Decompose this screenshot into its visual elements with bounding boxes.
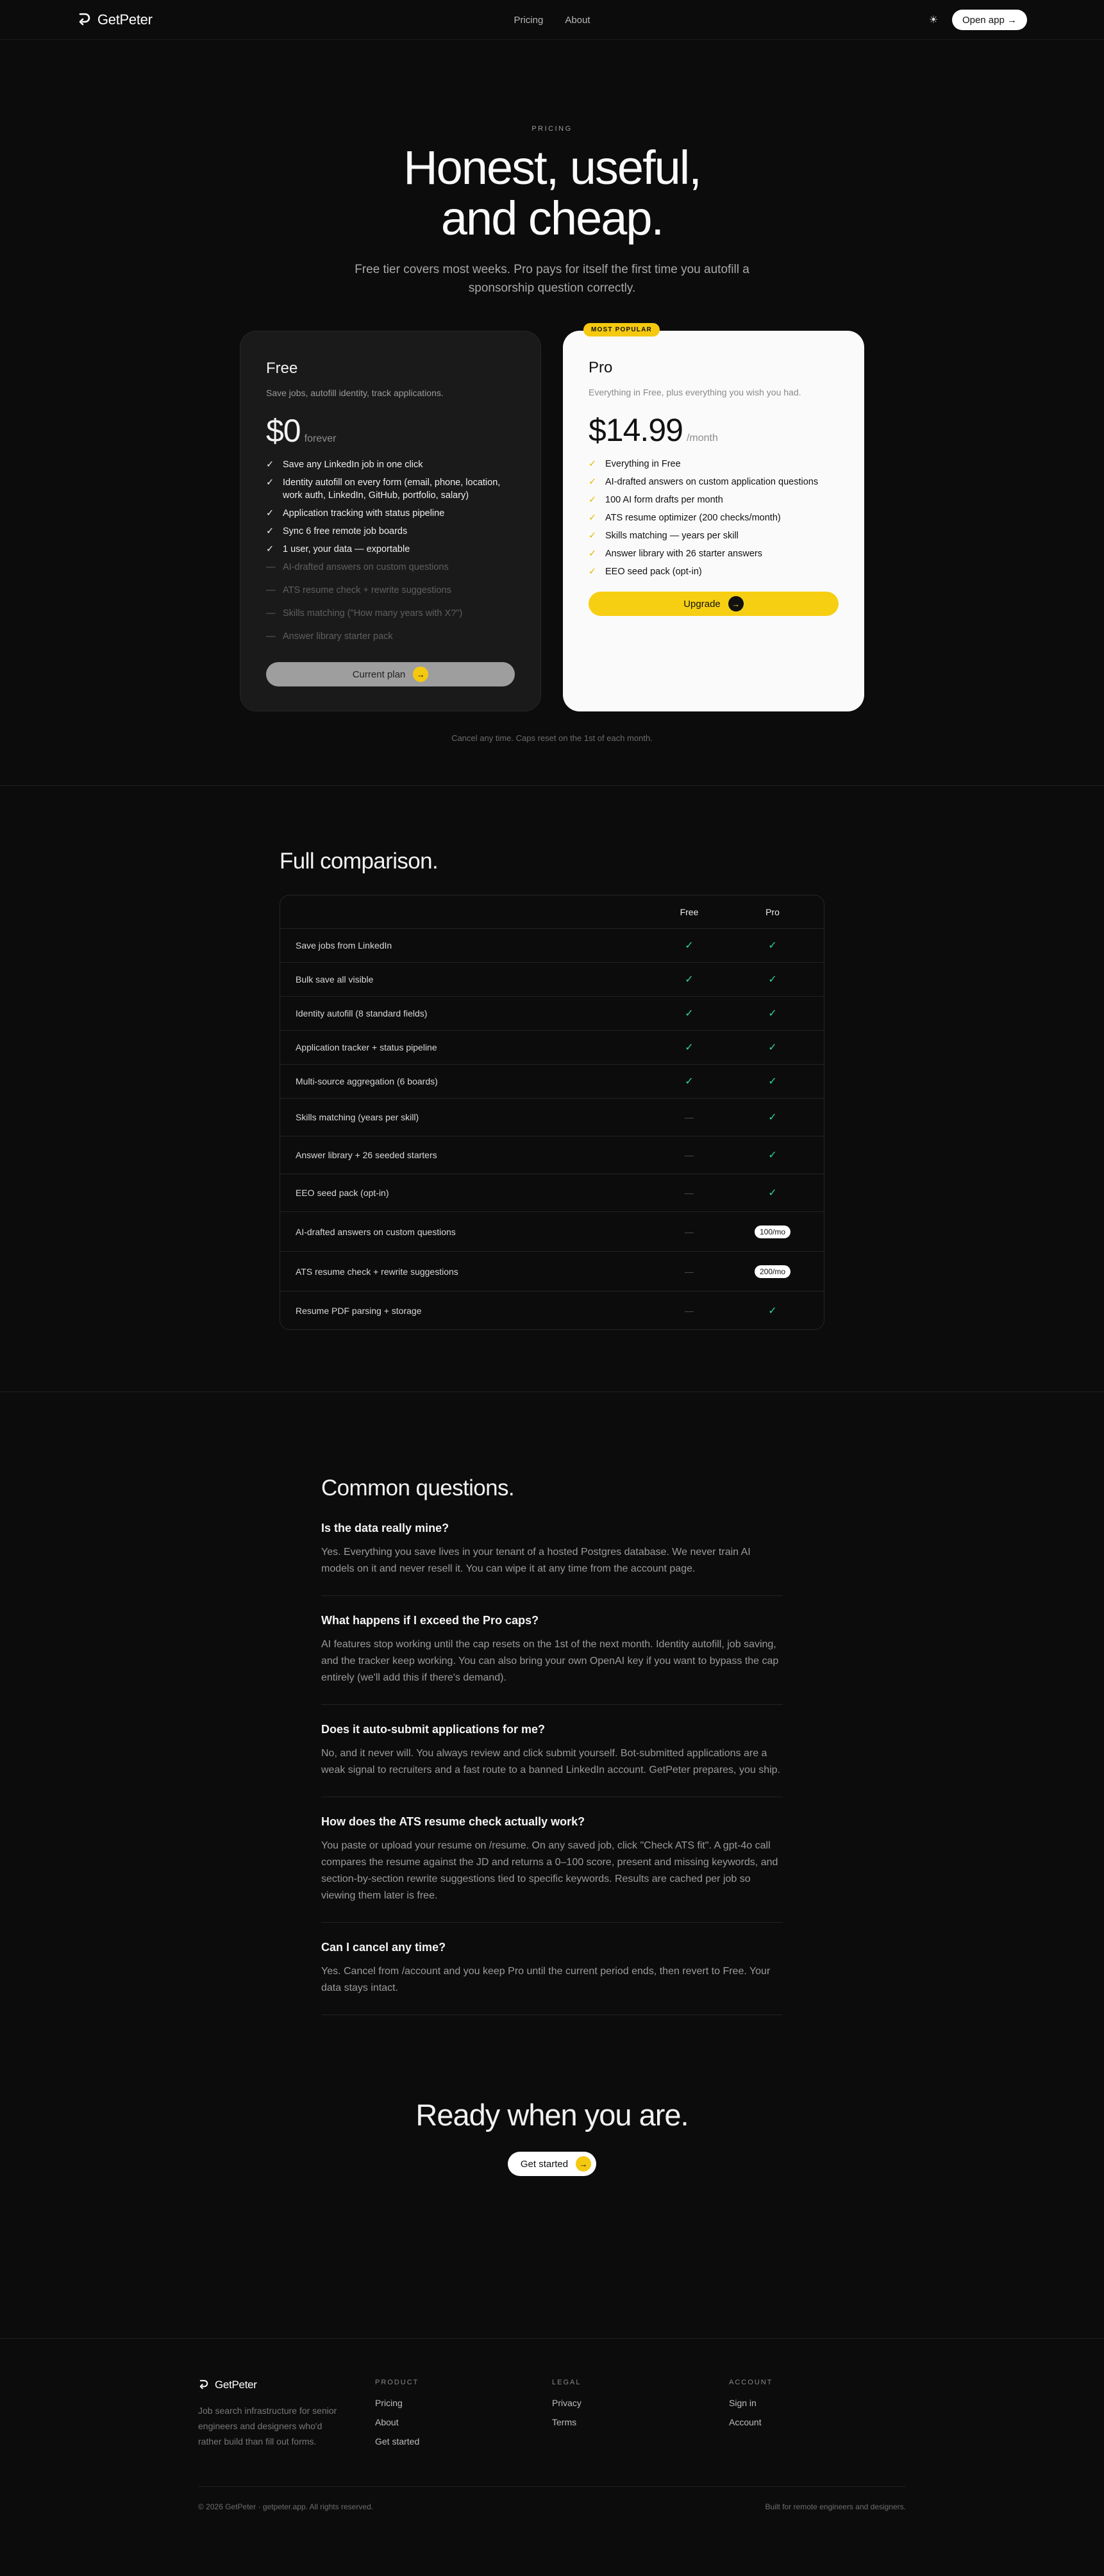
check-icon: ✓ — [685, 974, 694, 985]
check-icon: ✓ — [768, 940, 777, 951]
page-title — [0, 142, 1104, 244]
check-icon: ✓ — [768, 1042, 777, 1053]
button-label: Current plan — [352, 669, 406, 680]
feature-text: Everything in Free — [605, 459, 681, 469]
check-icon: ✓ — [266, 526, 274, 536]
table-row — [280, 1174, 824, 1212]
check-icon: ✓ — [685, 1008, 694, 1019]
check-icon: ✓ — [768, 1150, 777, 1161]
table-row — [280, 997, 824, 1031]
plan-name: Free — [266, 360, 298, 377]
cell-free — [648, 1267, 731, 1277]
plan-card-free — [240, 331, 541, 711]
getpeter-logo-icon — [77, 12, 92, 28]
arrow-right-icon: → — [413, 667, 428, 682]
header-pro: Pro — [765, 906, 780, 917]
feature-text: ATS resume optimizer (200 checks/month) — [605, 513, 781, 523]
feature-name: Multi-source aggregation (6 boards) — [296, 1076, 438, 1086]
feature-text: Identity autofill on every form (email, phone, location, work auth, LinkedIn, GitHub, portfolio, salary) — [283, 478, 501, 501]
plan-subtitle: Everything in Free, plus everything you wish you had. — [589, 387, 801, 397]
faq-question: Can I cancel any time? — [321, 1941, 446, 1954]
check-icon: ✓ — [266, 478, 274, 488]
cell-free — [648, 1188, 731, 1198]
feature-item — [589, 458, 839, 470]
cell-free — [648, 1306, 731, 1316]
feature-text: AI-drafted answers on custom application questions — [605, 477, 819, 487]
faq-question: Does it auto-submit applications for me? — [321, 1723, 546, 1736]
feature-item — [266, 507, 515, 520]
hero-section — [0, 40, 1104, 297]
cell-pro — [731, 1111, 814, 1124]
footer-column-title: LEGAL — [552, 2379, 581, 2386]
limit-pill: 100/mo — [755, 1226, 790, 1238]
table-row — [280, 929, 824, 963]
faq-question: Is the data really mine? — [321, 1522, 449, 1534]
upgrade-button[interactable] — [589, 592, 839, 616]
faq-item — [321, 1596, 783, 1705]
get-started-button[interactable] — [508, 2152, 596, 2176]
feature-item — [589, 476, 839, 488]
footer-link-privacy[interactable]: Privacy — [552, 2398, 581, 2408]
price-row — [589, 411, 839, 449]
cell-pro — [731, 1075, 814, 1088]
feature-item — [266, 458, 515, 471]
faq-item — [321, 1923, 783, 2015]
dash-icon: — — [266, 585, 276, 595]
cell-free — [648, 1041, 731, 1054]
faq-question: How does the ATS resume check actually work? — [321, 1815, 585, 1828]
check-icon: ✓ — [589, 513, 597, 523]
plan-card-pro — [563, 326, 864, 711]
check-icon: ✓ — [768, 1112, 777, 1123]
feature-name: Skills matching (years per skill) — [296, 1112, 419, 1122]
pricing-eyebrow: PRICING — [531, 125, 573, 133]
feature-item — [266, 525, 515, 538]
nav-actions — [926, 10, 1027, 30]
feature-name: ATS resume check + rewrite suggestions — [296, 1266, 458, 1277]
cell-free — [648, 1075, 731, 1088]
comparison-section — [280, 786, 824, 1330]
feature-item — [266, 543, 515, 556]
footer-brand — [198, 2379, 375, 2449]
cell-pro — [731, 1186, 814, 1199]
hero-subtitle: Free tier covers most weeks. Pro pays for itself the first time you autofill a sponsorship question correctly. — [355, 263, 749, 295]
plan-price: $0 — [266, 413, 301, 449]
check-icon: ✓ — [589, 459, 597, 469]
open-app-button[interactable]: Open app → — [952, 10, 1027, 30]
footer-column-title: PRODUCT — [375, 2379, 419, 2386]
arrow-right-icon: → — [576, 2156, 591, 2172]
dash-icon: — — [266, 562, 276, 572]
feature-text: Skills matching ("How many years with X?") — [283, 608, 463, 619]
table-row — [280, 1252, 824, 1292]
getpeter-logo-icon — [198, 2379, 210, 2391]
sun-icon[interactable]: ☀ — [928, 15, 939, 26]
faq-answer: AI features stop working until the cap resets on the 1st of the next month. Identity autofill, job saving, and the tracker keep working. You can also bring your own OpenAI key if you want to bypass the cap entirely (we'll add this if there's demand). — [321, 1639, 779, 1683]
price-row — [266, 412, 515, 449]
check-icon: ✓ — [589, 567, 597, 577]
feature-item — [266, 476, 515, 502]
check-icon: ✓ — [266, 508, 274, 519]
faq-answer: Yes. Cancel from /account and you keep Pro until the current period ends, then revert to Free. Your data stays intact. — [321, 1966, 771, 1993]
feature-text: Skills matching — years per skill — [605, 531, 739, 541]
plan-period: forever — [304, 433, 337, 444]
comparison-table — [280, 895, 824, 1330]
feature-item — [589, 494, 839, 506]
feature-name: Resume PDF parsing + storage — [296, 1305, 422, 1316]
cell-pro — [731, 939, 814, 952]
cell-pro — [731, 1007, 814, 1020]
footer — [0, 2339, 1104, 2511]
feature-name: Application tracker + status pipeline — [296, 1042, 437, 1052]
feature-list — [589, 458, 839, 578]
brand-name: GetPeter — [215, 2379, 257, 2391]
footer-column-title: ACCOUNT — [729, 2379, 773, 2386]
button-label: Get started — [520, 2158, 569, 2170]
check-icon: ✓ — [589, 531, 597, 541]
cell-pro — [731, 1226, 814, 1238]
cta-section — [0, 2015, 1104, 2338]
feature-item — [589, 511, 839, 524]
feature-name: AI-drafted answers on custom questions — [296, 1226, 456, 1237]
check-icon: ✓ — [266, 460, 274, 470]
header-free: Free — [680, 906, 699, 917]
check-icon: ✓ — [589, 495, 597, 505]
table-row — [280, 1099, 824, 1136]
feature-text: EEO seed pack (opt-in) — [605, 567, 702, 577]
feature-name: EEO seed pack (opt-in) — [296, 1188, 389, 1198]
check-icon: ✓ — [768, 1076, 777, 1087]
table-header-row — [280, 895, 824, 929]
cell-free — [648, 1112, 731, 1122]
cell-free — [648, 1007, 731, 1020]
check-icon: ✓ — [266, 544, 274, 554]
footer-bottom — [198, 2486, 906, 2511]
feature-text: 100 AI form drafts per month — [605, 495, 723, 505]
footer-link-account[interactable]: Account — [729, 2417, 762, 2427]
table-row — [280, 1292, 824, 1329]
nav-links — [514, 15, 590, 26]
feature-text: Answer library with 26 starter answers — [605, 549, 762, 559]
feature-item-disabled — [266, 630, 515, 643]
feature-item — [589, 565, 839, 578]
cancel-note: Cancel any time. Caps reset on the 1st of each month. — [451, 733, 653, 743]
feature-text: Sync 6 free remote job boards — [283, 526, 408, 536]
faq-answer: You paste or upload your resume on /resume. On any saved job, click "Check ATS fit". A gpt-4o call compares the resume against the JD and returns a 0–100 score, present and missing keywords, and section-by-section rewrite suggestions tied to specific keywords. Results are cached per job so viewing them later is free. — [321, 1840, 778, 1901]
faq-answer: Yes. Everything you save lives in your tenant of a hosted Postgres database. We never train AI models on it and never resell it. You can wipe it at any time from the account page. — [321, 1547, 751, 1574]
cell-pro — [731, 1304, 814, 1317]
feature-text: Save any LinkedIn job in one click — [283, 460, 423, 470]
table-row — [280, 963, 824, 997]
feature-name: Bulk save all visible — [296, 974, 374, 985]
feature-name: Save jobs from LinkedIn — [296, 940, 392, 951]
dash-icon: — — [685, 1226, 694, 1237]
dash-icon: — — [685, 1305, 694, 1316]
cell-pro — [731, 1149, 814, 1161]
footer-tagline: Job search infrastructure for senior engineers and designers who'd rather build than fill out forms. — [198, 2406, 337, 2447]
check-icon: ✓ — [768, 1305, 777, 1317]
dash-icon: — — [266, 631, 276, 642]
plan-subtitle: Save jobs, autofill identity, track applications. — [266, 388, 444, 398]
title-line-1: Honest, useful, — [403, 141, 701, 194]
nav-link-about[interactable]: About — [565, 14, 590, 26]
check-icon: ✓ — [685, 1076, 694, 1087]
current-plan-button[interactable] — [266, 662, 515, 686]
limit-pill: 200/mo — [755, 1265, 790, 1278]
feature-text: 1 user, your data — exportable — [283, 544, 410, 554]
most-popular-badge: MOST POPULAR — [583, 323, 660, 337]
plan-name: Pro — [589, 359, 613, 376]
faq-answer: No, and it never will. You always review and click submit yourself. Bot-submitted applications are a weak signal to recruiters and a fast route to a banned LinkedIn account. GetPeter prepares, you ship. — [321, 1748, 780, 1775]
faq-item — [321, 1501, 783, 1596]
feature-text: ATS resume check + rewrite suggestions — [283, 585, 451, 595]
check-icon: ✓ — [768, 974, 777, 985]
table-row — [280, 1136, 824, 1174]
feature-text: AI-drafted answers on custom questions — [283, 562, 449, 572]
nav-link-pricing[interactable]: Pricing — [514, 14, 544, 26]
feature-item-disabled — [266, 561, 515, 574]
faq-item — [321, 1797, 783, 1923]
dash-icon: — — [685, 1266, 694, 1277]
table-row — [280, 1065, 824, 1099]
footer-column-legal — [552, 2379, 729, 2449]
faq-question: What happens if I exceed the Pro caps? — [321, 1614, 539, 1627]
check-icon: ✓ — [589, 549, 597, 559]
table-row — [280, 1031, 824, 1065]
cell-pro — [731, 973, 814, 986]
cta-title: Ready when you are. — [415, 2098, 689, 2132]
arrow-right-icon: → — [728, 596, 744, 611]
footer-note: Built for remote engineers and designers. — [765, 2502, 906, 2511]
feature-item — [589, 547, 839, 560]
feature-text: Application tracking with status pipeline — [283, 508, 445, 519]
faq-section — [321, 1392, 783, 2015]
cell-free — [648, 973, 731, 986]
footer-link-sign-in[interactable]: Sign in — [729, 2398, 757, 2408]
feature-list — [266, 458, 515, 643]
plan-price: $14.99 — [589, 412, 683, 448]
footer-column-product — [375, 2379, 552, 2449]
table-row — [280, 1212, 824, 1252]
brand-logo[interactable] — [77, 12, 153, 28]
feature-item — [589, 529, 839, 542]
footer-link-terms[interactable]: Terms — [552, 2417, 577, 2427]
faq-item — [321, 1705, 783, 1797]
footer-link-get-started[interactable]: Get started — [375, 2436, 420, 2447]
dash-icon: — — [685, 1150, 694, 1160]
pricing-plans — [0, 326, 1104, 711]
title-line-2: and cheap. — [440, 192, 664, 245]
cell-pro — [731, 1041, 814, 1054]
cell-pro — [731, 1265, 814, 1278]
top-nav — [0, 0, 1104, 40]
check-icon: ✓ — [685, 940, 694, 951]
footer-logo[interactable] — [198, 2379, 375, 2391]
check-icon: ✓ — [589, 477, 597, 487]
cell-free — [648, 939, 731, 952]
check-icon: ✓ — [768, 1008, 777, 1019]
comparison-title: Full comparison. — [280, 849, 439, 874]
feature-text: Answer library starter pack — [283, 631, 393, 642]
faq-title: Common questions. — [321, 1475, 515, 1500]
cell-free — [648, 1150, 731, 1160]
footer-link-pricing[interactable]: Pricing — [375, 2398, 403, 2408]
footer-link-about[interactable]: About — [375, 2417, 399, 2427]
feature-item-disabled — [266, 607, 515, 620]
dash-icon: — — [685, 1188, 694, 1198]
button-label: Upgrade — [683, 598, 721, 610]
dash-icon: — — [266, 608, 276, 619]
check-icon: ✓ — [768, 1188, 777, 1199]
dash-icon: — — [685, 1112, 694, 1122]
feature-name: Identity autofill (8 standard fields) — [296, 1008, 428, 1018]
check-icon: ✓ — [685, 1042, 694, 1053]
brand-name: GetPeter — [97, 12, 153, 28]
copyright: © 2026 GetPeter · getpeter.app. All rights reserved. — [198, 2502, 373, 2511]
cell-free — [648, 1227, 731, 1237]
feature-name: Answer library + 26 seeded starters — [296, 1150, 437, 1160]
feature-item-disabled — [266, 584, 515, 597]
footer-column-account — [729, 2379, 906, 2449]
plan-period: /month — [686, 433, 718, 444]
